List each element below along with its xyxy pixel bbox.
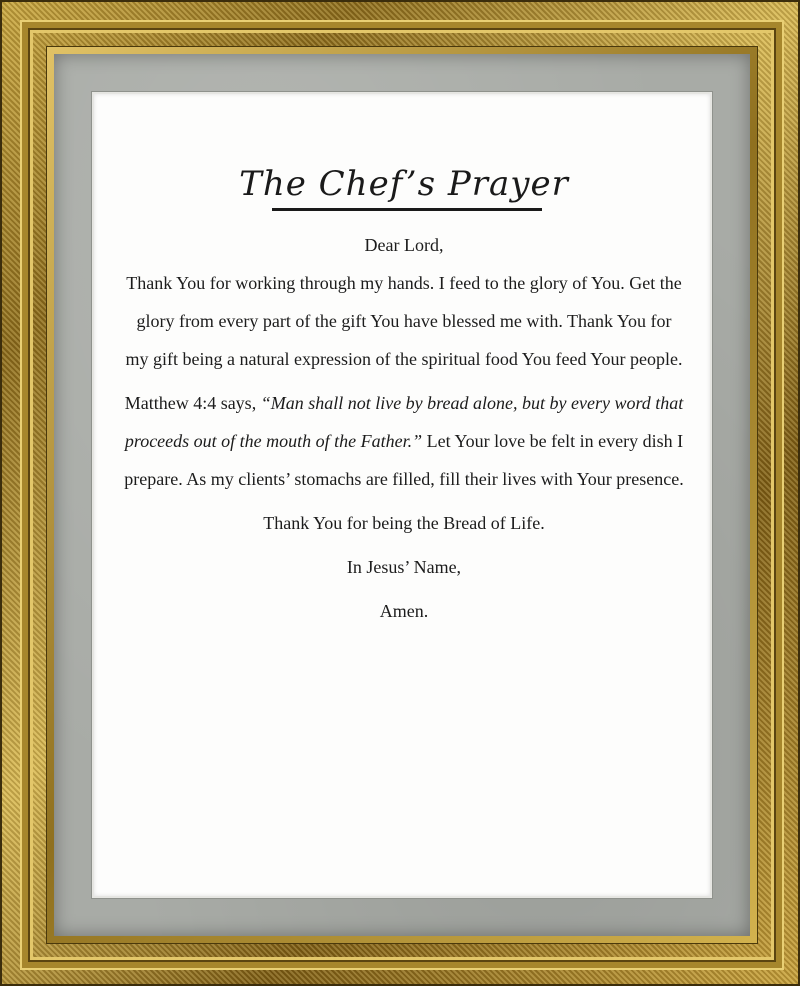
scripture-quote: “Man shall not live by bread alone, but by every word that proceeds out of the mouth of the Father.”	[124, 393, 684, 451]
thanks-line: Thank You for being the Bread of Life.	[263, 513, 545, 533]
paragraph-2-rest: Let Your love be felt in every dish I prepare. As my clients’ stomachs are filled, fill their lives with Your presence.	[124, 431, 684, 489]
amen-line: Amen.	[379, 601, 429, 621]
scripture-reference: Matthew 4:4 says,	[124, 393, 261, 413]
paragraph-1: Thank You for working through my hands. I feed to the glory of You. Get the glory from every part of the gift You have blessed me with. Thank You for my gift being a natural expression of the spiritual food You feed Your people.	[125, 273, 683, 369]
closing-line: In Jesus’ Name,	[346, 557, 462, 577]
salutation: Dear Lord,	[364, 235, 444, 255]
prayer-body	[124, 226, 684, 630]
title-underline	[272, 208, 542, 211]
prayer-paper	[92, 92, 712, 898]
prayer-title: The Chef’s Prayer	[239, 164, 569, 204]
paragraph-2	[124, 384, 684, 498]
